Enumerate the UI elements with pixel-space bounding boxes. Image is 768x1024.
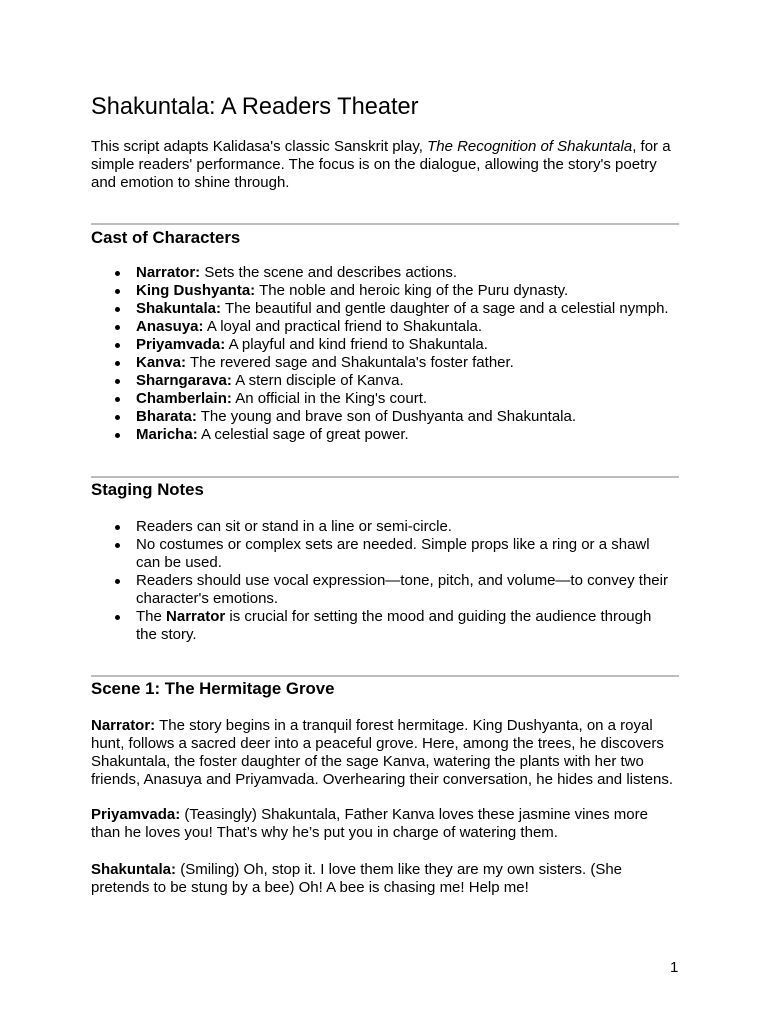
- intro-text: This script adapts Kalidasa's classic Sanskrit play,: [91, 138, 423, 155]
- cast-item: [91, 372, 673, 390]
- dialogue-text: (Teasingly) Shakuntala, Father Kanva loves these jasmine vines more than he loves you! That’s why he’s put you in charge of watering them.: [91, 806, 648, 841]
- cast-item: [91, 318, 673, 336]
- character-description: A stern disciple of Kanva.: [235, 372, 404, 389]
- bullet-icon: [115, 579, 120, 584]
- staging-note: [91, 572, 673, 608]
- character-description: A loyal and practical friend to Shakuntala.: [206, 318, 483, 335]
- scene-heading: Scene 1: The Hermitage Grove: [91, 679, 335, 698]
- staging-note-text: The: [136, 608, 162, 625]
- bullet-icon: [115, 343, 120, 348]
- dialogue-paragraph: [91, 806, 679, 842]
- section-divider: [91, 476, 679, 478]
- dialogue-paragraph: [91, 717, 679, 789]
- staging-note-text: Readers should use vocal expression—tone, pitch, and volume—to convey their character's emotions.: [136, 572, 668, 607]
- character-description: A playful and kind friend to Shakuntala.: [228, 336, 488, 353]
- bullet-icon: [115, 433, 120, 438]
- intro-text-continued: , for a simple readers' performance. The focus is on the dialogue, allowing the story's poetry and emotion to shine through.: [91, 138, 671, 191]
- character-name: Narrator:: [136, 264, 201, 281]
- cast-item: [91, 300, 673, 318]
- cast-item: [91, 408, 673, 426]
- character-description: The beautiful and gentle daughter of a sage and a celestial nymph.: [224, 300, 669, 317]
- cast-item: [91, 282, 673, 300]
- character-description: An official in the King's court.: [235, 390, 428, 407]
- character-name: Maricha:: [136, 426, 198, 443]
- section-divider: [91, 675, 679, 677]
- bullet-icon: [115, 397, 120, 402]
- speaker-name: Shakuntala:: [91, 861, 177, 878]
- staging-note-text: No costumes or complex sets are needed. Simple props like a ring or a shawl can be used.: [136, 536, 650, 571]
- character-name: Chamberlain:: [136, 390, 232, 407]
- staging-note: [91, 608, 673, 644]
- staging-note-text-continued: is crucial for setting the mood and guiding the audience through the story.: [136, 608, 652, 643]
- intro-paragraph: [91, 138, 679, 192]
- character-name: Shakuntala:: [136, 300, 222, 317]
- bullet-icon: [115, 325, 120, 330]
- speaker-name: Priyamvada:: [91, 806, 181, 823]
- play-title-italic: The Recognition of Shakuntala: [427, 138, 633, 155]
- cast-heading: Cast of Characters: [91, 228, 241, 247]
- section-divider: [91, 223, 679, 225]
- character-description: Sets the scene and describes actions.: [204, 264, 458, 281]
- cast-item: [91, 336, 673, 354]
- staging-note-text: Readers can sit or stand in a line or semi-circle.: [136, 518, 452, 535]
- character-name: Kanva:: [136, 354, 187, 371]
- character-description: A celestial sage of great power.: [201, 426, 409, 443]
- document-title: Shakuntala: A Readers Theater: [91, 94, 419, 120]
- dialogue-paragraph: [91, 861, 679, 897]
- staging-heading: Staging Notes: [91, 480, 204, 499]
- bullet-icon: [115, 289, 120, 294]
- character-description: The revered sage and Shakuntala's foster father.: [189, 354, 514, 371]
- staging-note: [91, 518, 673, 536]
- cast-list: [91, 264, 673, 444]
- bullet-icon: [115, 361, 120, 366]
- cast-item: [91, 354, 673, 372]
- staging-note: [91, 536, 673, 572]
- bullet-icon: [115, 379, 120, 384]
- dialogue-text: The story begins in a tranquil forest hermitage. King Dushyanta, on a royal hunt, follows a sacred deer into a peaceful grove. Here, among the trees, he discovers Shakuntala, the foster daughter of the sage Kanva, watering the plants with her two friends, Anasuya and Priyamvada. Overhearing their conversation, he hides and listens.: [91, 717, 673, 788]
- bullet-icon: [115, 615, 120, 620]
- bullet-icon: [115, 307, 120, 312]
- cast-item: [91, 426, 673, 444]
- character-name: Bharata:: [136, 408, 197, 425]
- bullet-icon: [115, 415, 120, 420]
- character-description: The young and brave son of Dushyanta and Shakuntala.: [200, 408, 577, 425]
- bullet-icon: [115, 271, 120, 276]
- staging-notes-list: [91, 518, 673, 644]
- cast-item: [91, 390, 673, 408]
- bullet-icon: [115, 543, 120, 548]
- character-name: King Dushyanta:: [136, 282, 256, 299]
- cast-item: [91, 264, 673, 282]
- character-description: The noble and heroic king of the Puru dynasty.: [259, 282, 569, 299]
- character-name: Sharngarava:: [136, 372, 232, 389]
- character-name: Priyamvada:: [136, 336, 226, 353]
- dialogue-text: (Smiling) Oh, stop it. I love them like they are my own sisters. (She pretends to be stung by a bee) Oh! A bee is chasing me! Help me!: [91, 861, 623, 896]
- page-number: 1: [670, 959, 679, 976]
- bullet-icon: [115, 525, 120, 530]
- character-name: Anasuya:: [136, 318, 204, 335]
- staging-note-bold: Narrator: [166, 608, 226, 625]
- speaker-name: Narrator:: [91, 717, 156, 734]
